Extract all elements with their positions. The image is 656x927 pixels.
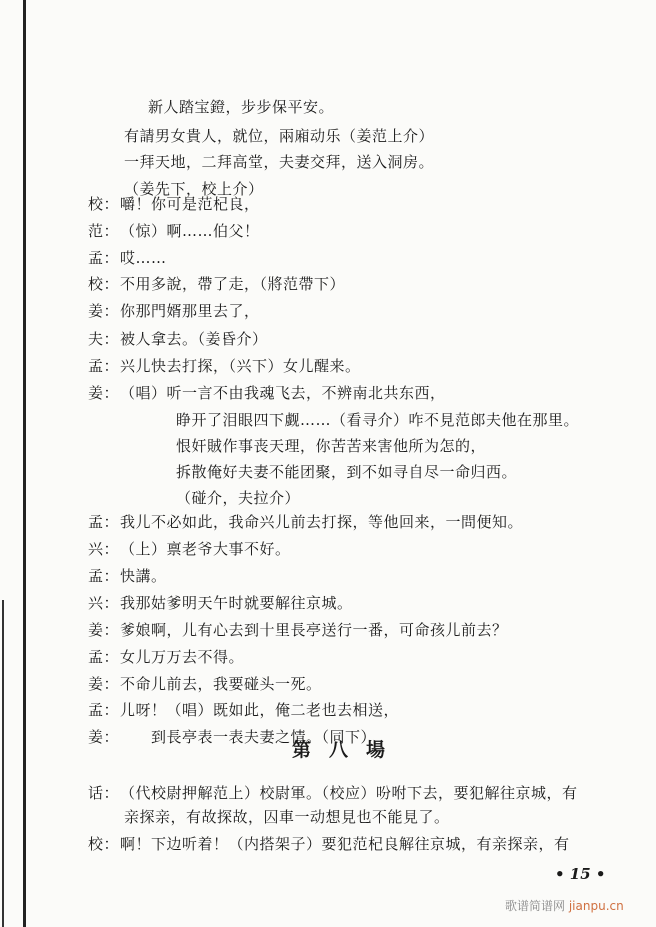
dialogue-line: [88, 274, 345, 294]
dialogue-line: [88, 566, 167, 586]
dialogue-line: [88, 834, 570, 854]
speaker-label: 范：: [88, 222, 120, 240]
speaker-label: 兴：: [88, 594, 120, 612]
dialogue-text: 恨奸賊作事丧天理，你苦苦来害他所为怎的，: [176, 437, 487, 455]
dialogue-line: [88, 221, 260, 241]
dialogue-line: [88, 783, 578, 803]
dialogue-text: 啊！下边听着！（内搭架子）要犯范杞良解往京城，有亲探亲，有: [120, 835, 570, 853]
speaker-label: 孟：: [88, 648, 120, 666]
dialogue-text: 亲探亲，有故探故，囚車一动想見也不能見了。: [124, 808, 450, 826]
dialogue-text: （惊）啊……伯父！: [120, 222, 260, 240]
dialogue-text: 睁开了泪眼四下觑……（看寻介）咋不見范郎夫他在那里。: [176, 411, 580, 429]
dialogue-text: 哎……: [120, 249, 167, 267]
speaker-label: 校：: [88, 835, 120, 853]
dialogue-line: [88, 194, 260, 214]
dialogue-text: （碰介，夫拉介）: [176, 489, 301, 507]
dialogue-line: [88, 593, 353, 613]
dialogue-text: 被人拿去。（姜昏介）: [120, 330, 268, 348]
dialogue-text: 有請男女貴人，就位，兩廂动乐（姜范上介）: [124, 127, 435, 145]
watermark-url: jianpu.cn: [568, 899, 624, 913]
speaker-label: 孟：: [88, 567, 120, 585]
dialogue-line: [88, 356, 361, 376]
dialogue-line: [124, 152, 434, 172]
dialogue-text: 新人踏宝鐙，步步保平安。: [148, 98, 335, 116]
speaker-label: 兴：: [88, 540, 120, 558]
dialogue-line: [88, 539, 291, 559]
dialogue-line: [88, 620, 508, 640]
dialogue-line: [176, 410, 579, 430]
speaker-label: 孟：: [88, 249, 120, 267]
dialogue-line: [124, 807, 450, 827]
dialogue-text: 到長亭表一表夫妻之情。（同下）: [120, 728, 377, 746]
dialogue-text: 一拜天地，二拜高堂，夫妻交拜，送入洞房。: [124, 153, 435, 171]
dialogue-line: [88, 512, 523, 532]
speaker-label: 姜：: [88, 728, 120, 746]
dialogue-text: （唱）听一言不由我魂飞去，不辨南北共东西，: [120, 384, 446, 402]
dialogue-line: [124, 126, 434, 146]
dialogue-text: 快講。: [120, 567, 167, 585]
dialogue-line: [88, 248, 167, 268]
speaker-label: 姜：: [88, 384, 120, 402]
speaker-label: 校：: [88, 275, 120, 293]
speaker-label: 孟：: [88, 357, 120, 375]
watermark: [505, 897, 624, 914]
dialogue-line: [176, 488, 300, 508]
dialogue-text: （上）禀老爷大事不好。: [120, 540, 291, 558]
speaker-label: 话：: [88, 784, 120, 802]
dialogue-text: 不用多說，帶了走，（將范帶下）: [120, 275, 346, 293]
watermark-site-name: 歌谱简谱网: [505, 899, 566, 913]
speaker-label: 夫：: [88, 330, 120, 348]
speaker-label: 姜：: [88, 302, 120, 320]
dialogue-text: 我那姑爹明天午时就要解往京城。: [120, 594, 353, 612]
dialogue-text: 儿呀！（唱）既如此，俺二老也去相送，: [120, 701, 400, 719]
dialogue-text: 兴儿快去打探，（兴下）女儿醒来。: [120, 357, 361, 375]
speaker-label: 校：: [88, 195, 120, 213]
dialogue-text: 嚼！你可是范杞良，: [120, 195, 260, 213]
dialogue-line: [88, 700, 399, 720]
dialogue-line: [88, 329, 268, 349]
speaker-label: 姜：: [88, 675, 120, 693]
dialogue-line: [148, 97, 334, 117]
dialogue-text: 女儿万万去不得。: [120, 648, 245, 666]
dialogue-line: [88, 301, 260, 321]
dialogue-text: 我儿不必如此，我命兴儿前去打探，等他回来，一問便知。: [120, 513, 524, 531]
dialogue-text: 爹娘啊，儿有心去到十里長亭送行一番，可命孩儿前去？: [120, 621, 508, 639]
dialogue-line: [88, 647, 244, 667]
dialogue-text: 不命儿前去，我要碰头一死。: [120, 675, 322, 693]
page-number: • 15 •: [555, 865, 606, 883]
dialogue-text: （姜先下，校上介）: [124, 180, 264, 198]
speaker-label: 姜：: [88, 621, 120, 639]
dialogue-line: [88, 383, 446, 403]
dialogue-text: （代校尉押解范上）校尉軍。（校应）吩咐下去，要犯解往京城，有: [120, 784, 578, 802]
scene-title: 第八場: [292, 739, 404, 761]
speaker-label: 孟：: [88, 513, 120, 531]
dialogue-line: [176, 436, 486, 456]
dialogue-text: 你那門婿那里去了，: [120, 302, 260, 320]
dialogue-line: [176, 462, 517, 482]
dialogue-text: 拆散俺好夫妻不能团聚，到不如寻自尽一命归西。: [176, 463, 518, 481]
dialogue-line: [88, 674, 322, 694]
speaker-label: 孟：: [88, 701, 120, 719]
